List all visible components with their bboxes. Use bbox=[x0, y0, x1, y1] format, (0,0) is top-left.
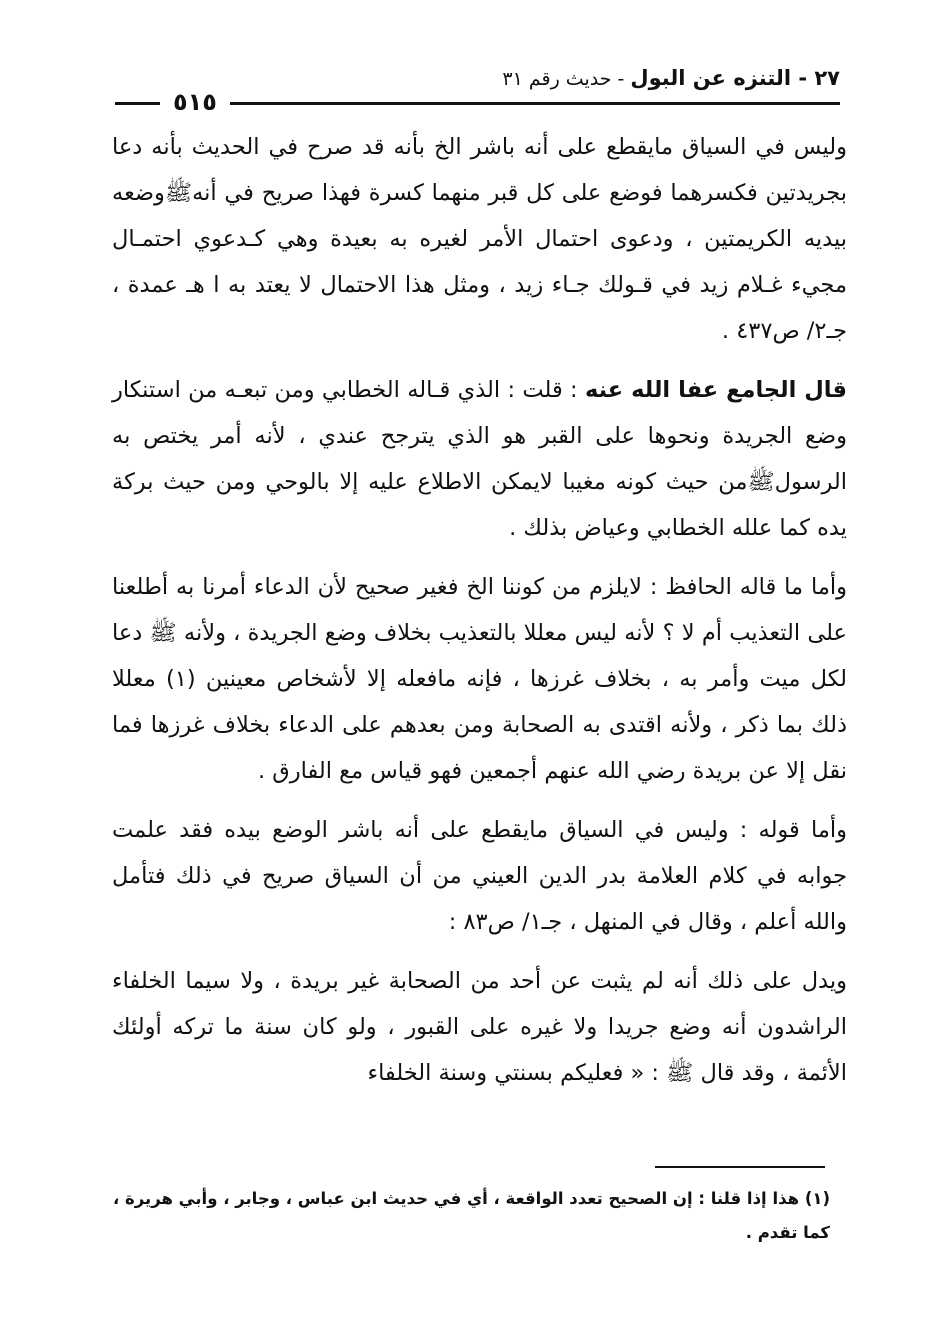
paragraph-text: : قلت : الذي قـاله الخطابي ومن تبعـه من استنكار وضع الجريدة ونحوها على القبر هو الذي يترجح عندي ، لأنه أمر يختص به الرسولﷺمن حيث كونه مغيبا لايمكن الاطلاع عليه إلا بالوحي ومن حيث بركة يده كما علله الخطابي وعياض بذلك . bbox=[112, 377, 847, 541]
hadith-reference: - حديث رقم ٣١ bbox=[502, 68, 631, 90]
header-rule bbox=[230, 102, 840, 105]
page-number: ٥١٥ bbox=[173, 88, 217, 116]
paragraph-text: وليس في السياق مايقطع على أنه باشر الخ بأنه قد صرح في الحديث بأنه دعا بجريدتين فكسرهما فوضع على كل قبر منهما كسرة فهذا صريح في أنهﷺوضعه بيديه الكريمتين ، ودعوى احتمال الأمر لغيره به بعيدة وهي كـدعوي احتمـال مجيء غـلام زيد في قـولك جـاء زيد ، ومثل هذا الاحتمال لا يعتد به ا هـ عمدة ، جـ٢/ ص٤٣٧ . bbox=[112, 134, 847, 344]
paragraph bbox=[112, 367, 847, 551]
chapter-heading bbox=[502, 64, 840, 93]
running-head bbox=[115, 64, 840, 116]
paragraph-text: وأما ما قاله الحافظ : لايلزم من كوننا الخ فغير صحيح لأن الدعاء أمرنا به أطلعنا على التعذيب أم لا ؟ لأنه ليس معللا بالتعذيب بخلاف وضع الجريدة ، ولأنه ﷺ دعا لكل ميت وأمر به ، بخلاف غرزها ، فإنه مافعله إلا لأشخاص معينين (١) معللا ذلك بما ذكر ، ولأنه اقتدى به الصحابة ومن بعدهم على الدعاء بخلاف غرزها فما نقل إلا عن بريدة رضي الله عنهم أجمعين فهو قياس مع الفارق . bbox=[112, 574, 847, 784]
paragraph bbox=[112, 807, 847, 945]
paragraph bbox=[112, 564, 847, 794]
footnote: (١) هذا إذا قلنا : إن الصحيح تعدد الواقعة ، أي في حديث ابن عباس ، وجابر ، وأبي هريرة ، كما تقدم . bbox=[113, 1189, 830, 1242]
paragraph bbox=[112, 958, 847, 1096]
paragraph-text: وأما قوله : وليس في السياق مايقطع على أنه باشر الوضع بيده فقد علمت جوابه في كلام العلامة بدر الدين العيني من أن السياق صريح في ذلك فتأمل والله أعلم ، وقال في المنهل ، جـ١/ ص٨٣ : bbox=[112, 817, 847, 935]
page-number-dash bbox=[115, 102, 160, 105]
paragraph bbox=[112, 124, 847, 354]
main-text bbox=[112, 124, 847, 1109]
footnote-separator bbox=[655, 1166, 825, 1168]
paragraph-lead: قال الجامع عفا الله عنه bbox=[584, 377, 847, 403]
chapter-title: ٢٧ - التنزه عن البول bbox=[630, 66, 840, 90]
paragraph-text: ويدل على ذلك أنه لم يثبت عن أحد من الصحابة غير بريدة ، ولا سيما الخلفاء الراشدون أنه وضع جريدا ولا غيره على القبور ، ولو كان سنة ما تركه أولئك الأئمة ، وقد قال ﷺ : « فعليكم بسنتي وسنة الخلفاء bbox=[112, 968, 847, 1086]
